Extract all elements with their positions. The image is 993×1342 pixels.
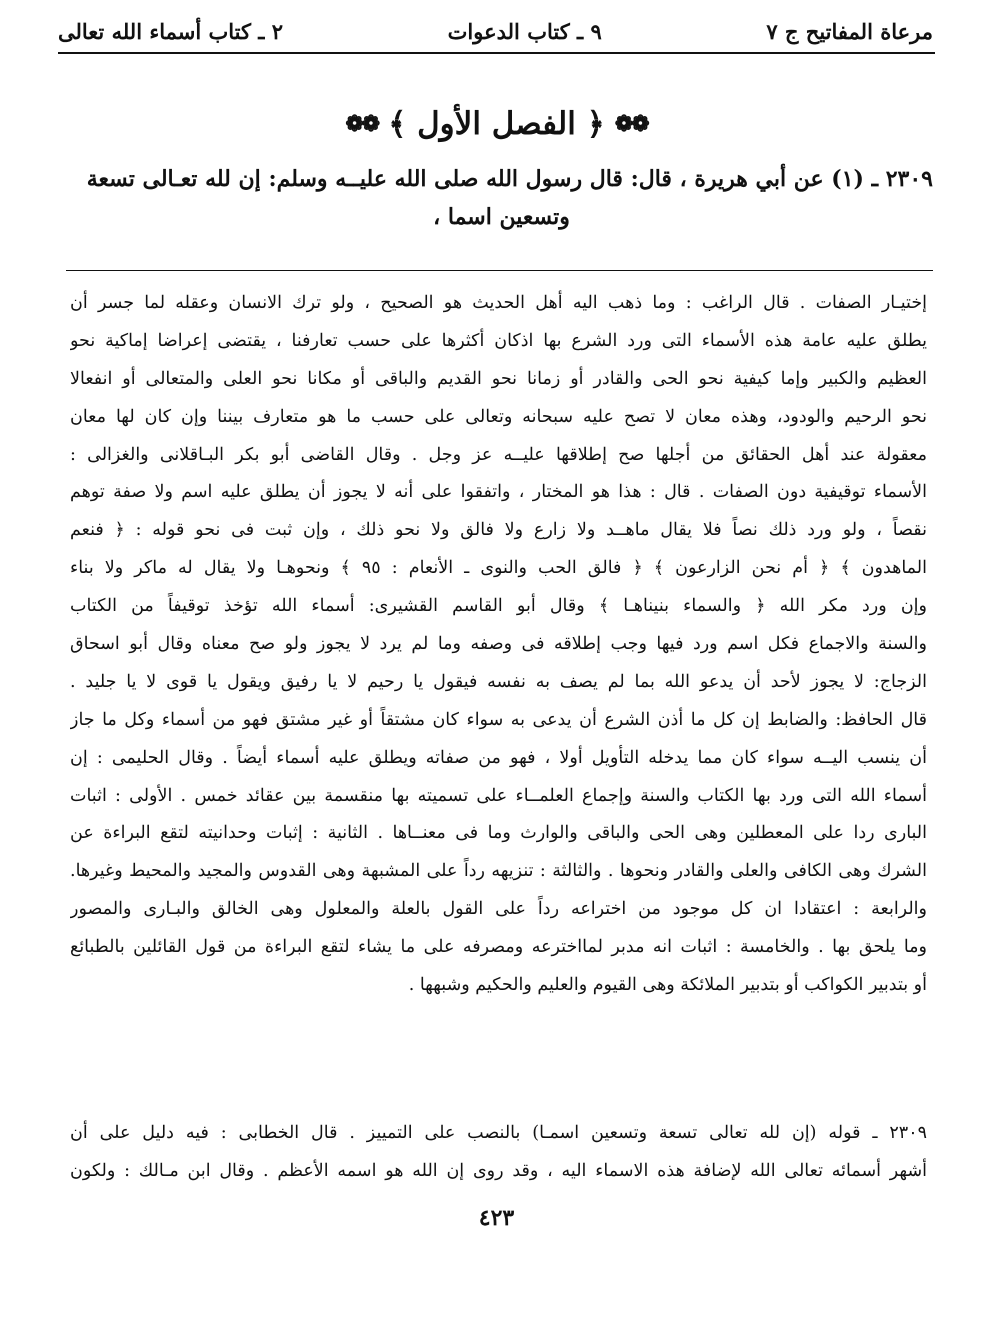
commentary-line: نحو الرحيم والودود، وهذه معان لا تصح عليه سبحانه وتعالى على حسب ما هو متعارف بيننا وإن كان لها معان: [70, 406, 927, 427]
commentary-line: والسنة والاجماع فكل اسم ورد فيها وجب إطلاقه فى وصفه وما لم يرد لا يجوز ولو صح معناه وقال أبو اسحاق: [70, 634, 927, 655]
commentary-line: العظيم والكبير وإما كيفية نحو الحى والقادر أو زمانا نحو القديم والباقى أو مكانا نحو العلى والمتعالى أو انفعالا: [70, 368, 927, 389]
commentary-line: الزجاج: لا يجوز لأحد أن يدعو الله بما لم يصف به نفسه فيقول يا رحيم لا يا رفيق ويقول يا قوى لا يا جليد .: [70, 671, 927, 692]
commentary-line: وما يلحق بها . والخامسة : اثبات انه مدبر لمااخترعه ومصرفه على ما يشاء لتقع البراءة من قول القائلين بالطبائع: [70, 937, 927, 958]
commentary-line: إختيـار الصفات . قال الراغب : وما ذهب اليه أهل الحديث هو الصحيح ، ولو ترك الانسان وعقله لما جسر أن: [70, 293, 927, 313]
section-heading: [0, 100, 993, 148]
commentary-text: [70, 285, 927, 1005]
running-header: [58, 14, 933, 48]
commentary-line: وإن ورد مكر الله ﴿ والسماء بنينا‌هـا ﴾ وقال أبو القاسم القشيرى: أسماء الله تؤخذ توقيفاً من الكتاب: [70, 596, 927, 617]
hadith-text: [70, 160, 933, 236]
footnote-text: [70, 1114, 927, 1190]
commentary-line: يطلق عليه عامة هذه الأسماء التى ورد الشرع بها اذكان أكثرها على حسب تعارفنا ، يقتضى إعراضا إماكية نحو: [70, 330, 927, 351]
header-chapter-title: ٩ ـ كتاب الدعوات: [447, 18, 602, 44]
commentary-line: أو بتدبير الكواكب أو بتدبير الملائكة وهى القيوم والعليم والحكيم وشبهها .: [408, 975, 927, 996]
body-divider: [66, 270, 933, 271]
header-divider: [58, 52, 935, 54]
footnote-line: ٢٣٠٩ ـ قوله (إن لله تعالى تسعة وتسعين اسمـا) بالنصب على التمييز . قال الخطابى : فيه دليل على أن: [70, 1123, 927, 1143]
commentary-line: الماهدون ﴾ ﴿ أم نحن الزارعون ﴾ ﴿ فالق الحب والنوى ـ الأنعام : ٩٥ ﴾ ونحوهـا ولا يقال له ماكر ولا بناء: [70, 558, 927, 579]
commentary-line: معقولة عند أهل الحقائق من أجلها صح إطلاقها عليــه عز وجل . وقال القاضى أبو بكر البـاقلانى والغزالى :: [70, 444, 927, 465]
commentary-line: أن ينسب اليــه سواء كان مما يدخله التأويل أولا ، فهو من صفاته ويطلق عليه أسماء أيضاً . وقال الحليمى : إن: [70, 747, 927, 768]
ornament-icon: ❁❁: [345, 111, 379, 137]
page-number: ٤٢٣: [478, 1205, 515, 1231]
commentary-line: والرابعة : اعتقادا ان كل موجود من اختراعه رداً على القول بالعلة والمعلول وهى الخالق والبـارى والمصور: [70, 899, 927, 920]
footnote-line: أشهر أسمائه تعالى الله لإضافة هذه الاسماء اليه ، وقد روى إن الله هو اسمه الأعظم . وقال ابن مـالك : ولكون: [70, 1161, 927, 1181]
hadith-line: ٢٣٠٩ ـ (١) عن أبي هريرة ، قال: قال رسول الله صلى الله عليــه وسلم: إن لله تعـالى تسعة: [86, 166, 933, 192]
commentary-line: الأسماء توقيفية دون الصفات . قال : هذا هو المختار ، واتفقوا على أنه لا يجوز أن يطلق عليه اسم ولا صفة توهم: [70, 482, 927, 503]
header-book-title: مرعاة المفاتيح ج ٧: [766, 18, 933, 44]
hadith-line: وتسعين اسما ،: [433, 204, 570, 230]
header-subchapter-title: ٢ ـ كتاب أسماء الله تعالى: [58, 18, 284, 44]
commentary-line: الشرك وهى الكافى والعلى والقادر ونحوها . والثالثة : تنزيهه رداً على المشبهة وهى القدوس والمجيد والمحيط وغيرها.: [70, 861, 927, 882]
commentary-line: أسماء الله التى ورد بها الكتاب والسنة وإجماع العلمــاء على تسميته بها منقسمة بين عقائد خمس . الأولى : اثبات: [70, 785, 927, 806]
commentary-line: قال الحافظ: والضابط إن كل ما أذن الشرع أن يدعى به سواء كان مشتقاً أو غير مشتق فهو من أسماء وكل ما جاز: [70, 709, 927, 730]
ornament-icon: ❁❁: [614, 111, 648, 137]
section-title: ﴿ الفصل الأول ﴾: [388, 106, 605, 142]
commentary-line: البارى ردا على المعطلين وهى الحى والباقى والوارث وما فى معنــاها . الثانية : إثبات وحدانيته لتقع البراءة عن: [70, 823, 927, 844]
commentary-line: نقصاً ، ولو ورد ذلك نصاً فلا يقال ماهــد ولا زارع ولا فالق ولا نحو ذلك ، وإن ثبت فى نحو قوله : ﴿ فنعم: [70, 520, 927, 541]
